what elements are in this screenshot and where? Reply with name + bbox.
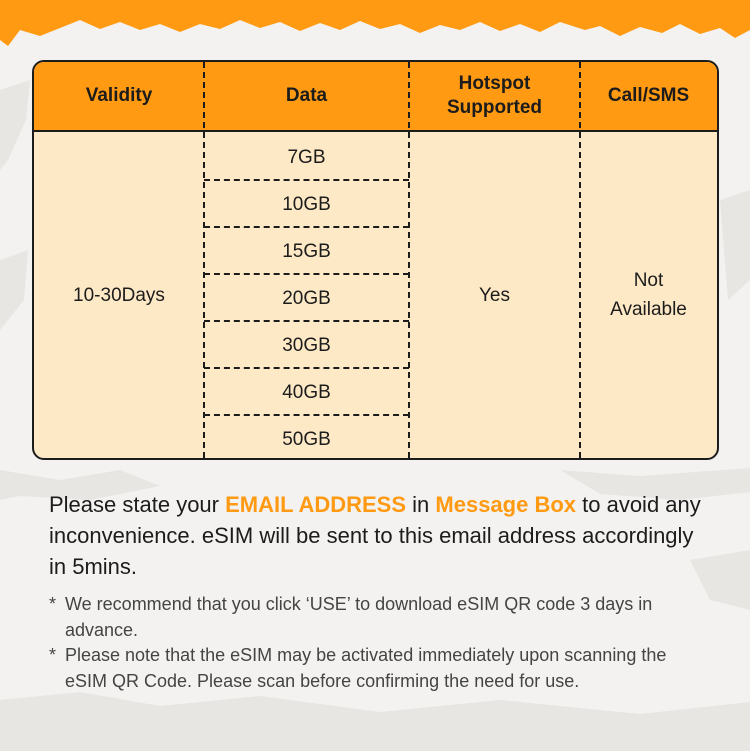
- email-notice: [49, 489, 709, 582]
- data-option: [204, 322, 409, 369]
- data-option-label: 20GB: [282, 287, 331, 309]
- data-option-label: 30GB: [282, 334, 331, 356]
- header-validity: [34, 62, 204, 130]
- header-call-sms-label: Call/SMS: [607, 85, 690, 106]
- header-data: [204, 62, 409, 130]
- notice-text: Please state your: [49, 492, 226, 517]
- data-option-label: 10GB: [282, 193, 331, 215]
- data-option: [204, 369, 409, 416]
- call-sms-cell: [580, 132, 717, 458]
- footnote-text: Please note that the eSIM may be activated immediately upon scanning the eSIM QR Code. Please scan before confirming the need for use.: [65, 645, 667, 691]
- data-option-label: 15GB: [282, 240, 331, 262]
- call-sms-value-line2: Available: [610, 299, 687, 320]
- message-box-highlight: Message Box: [435, 492, 577, 517]
- header-hotspot: [409, 62, 580, 130]
- footnote: [49, 643, 709, 694]
- validity-value: 10-30Days: [73, 284, 165, 306]
- table-header-row: [34, 62, 717, 132]
- footnote-text: We recommend that you click ‘USE’ to download eSIM QR code 3 days in advance.: [65, 594, 653, 640]
- data-option: [204, 416, 409, 460]
- data-option: [204, 228, 409, 275]
- validity-cell: [34, 132, 204, 458]
- plan-table: [32, 60, 719, 460]
- email-address-highlight: EMAIL ADDRESS: [225, 492, 407, 517]
- data-option-label: 7GB: [287, 146, 326, 168]
- data-option-label: 40GB: [282, 381, 331, 403]
- asterisk: *: [49, 645, 57, 665]
- data-option: [204, 275, 409, 322]
- notice-text: to avoid any inconvenience. eSIM will be sent to this email address accordingly in 5mins.: [49, 492, 701, 579]
- footnotes: [49, 592, 709, 694]
- header-hotspot-line1: Hotspot: [458, 73, 531, 94]
- header-data-label: Data: [285, 85, 328, 106]
- call-sms-value-line1: Not: [633, 270, 664, 291]
- header-call-sms: [580, 62, 717, 130]
- hotspot-cell: [409, 132, 580, 458]
- notice-text: in: [406, 492, 436, 517]
- data-option: [204, 134, 409, 181]
- data-option-label: 50GB: [282, 428, 331, 450]
- asterisk: *: [49, 594, 57, 614]
- hotspot-value: Yes: [479, 284, 510, 306]
- top-decorative-band: [0, 0, 750, 52]
- footnote: [49, 592, 709, 643]
- header-hotspot-line2: Supported: [447, 97, 542, 118]
- data-option: [204, 181, 409, 228]
- header-validity-label: Validity: [85, 85, 153, 106]
